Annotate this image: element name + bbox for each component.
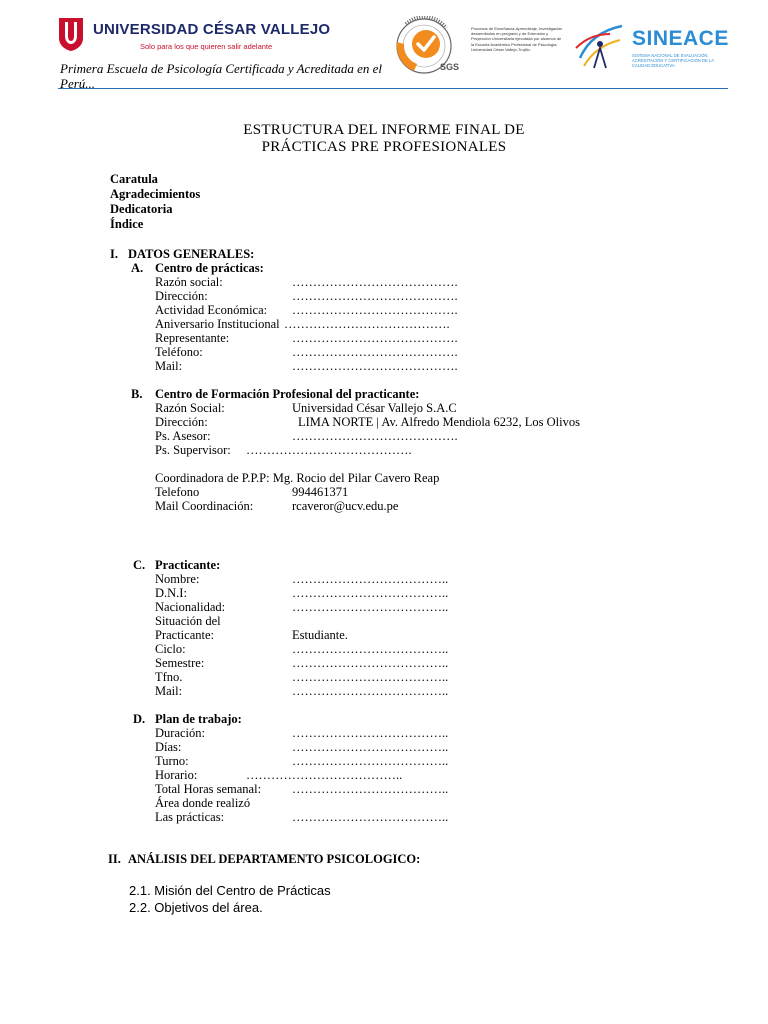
subsection-letter: A. bbox=[131, 261, 144, 275]
field-label: Las prácticas: bbox=[155, 810, 225, 824]
field-value: ……………………………….. bbox=[292, 600, 449, 614]
front-matter-item: Dedicatoria bbox=[110, 202, 173, 216]
field-label: Área donde realizó bbox=[155, 796, 251, 810]
field-value: …………………………………. bbox=[246, 443, 412, 457]
field-label: Razón Social: bbox=[155, 401, 225, 415]
field-label: D.N.I: bbox=[155, 586, 187, 600]
subsection-heading: Centro de Formación Profesional del practicante: bbox=[155, 387, 420, 401]
front-matter-item: Caratula bbox=[110, 172, 158, 186]
subsection-heading: Practicante: bbox=[155, 558, 221, 572]
field-value: …………………………………. bbox=[292, 275, 458, 289]
front-matter-item: Índice bbox=[110, 217, 144, 231]
field-value: …………………………………. bbox=[292, 289, 458, 303]
sineace-subtitle: SISTEMA NACIONAL DE EVALUACIÓN, ACREDITACIÓN Y CERTIFICACIÓN DE LA CALIDAD EDUCATIVA bbox=[632, 53, 714, 68]
field-value: …………………………………. bbox=[292, 303, 458, 317]
subsection-letter: B. bbox=[131, 387, 143, 401]
front-matter-item: Agradecimientos bbox=[110, 187, 201, 201]
field-label: Ps. Supervisor: bbox=[155, 443, 231, 457]
field-label: Telefono bbox=[155, 485, 200, 499]
field-value: ……………………………….. bbox=[292, 670, 449, 684]
subsection-heading: Plan de trabajo: bbox=[155, 712, 242, 726]
motto: Primera Escuela de Psicología Certificada y Acreditada en el Perú... bbox=[60, 61, 383, 91]
field-label: Mail: bbox=[155, 684, 183, 698]
field-value: ……………………………….. bbox=[292, 572, 449, 586]
section-item: 2.2. Objetivos del área. bbox=[129, 900, 263, 915]
field-label: Representante: bbox=[155, 331, 230, 345]
field-label: Razón social: bbox=[155, 275, 223, 289]
university-name: UNIVERSIDAD CÉSAR VALLEJO bbox=[93, 21, 331, 38]
field-value: …………………………………. bbox=[292, 359, 458, 373]
field-label: Ps. Asesor: bbox=[155, 429, 211, 443]
field-value: ……………………………….. bbox=[292, 726, 449, 740]
field-label: Dirección: bbox=[155, 289, 208, 303]
field-value: ……………………………….. bbox=[292, 684, 449, 698]
field-value: ……………………………….. bbox=[292, 782, 449, 796]
field-label: Actividad Económica: bbox=[155, 303, 268, 317]
field-value: 994461371 bbox=[292, 485, 349, 499]
iso-certification-note: Procesos de Enseñanza-Aprendizaje, Investigación desarrollados en pregrado y de Extensión y Proyección Universitaria ejecutada por alumnos de la Escuela Académico Profesional de Psicología, Universidad César Vallejo-Trujillo. bbox=[471, 26, 563, 52]
field-label: Duración: bbox=[155, 726, 205, 740]
field-value: Estudiante. bbox=[292, 628, 348, 642]
field-label: Ciclo: bbox=[155, 642, 186, 656]
field-label: Semestre: bbox=[155, 656, 205, 670]
field-label: Turno: bbox=[155, 754, 189, 768]
subsection-letter: C. bbox=[133, 558, 146, 572]
section-heading: ANÁLISIS DEL DEPARTAMENTO PSICOLOGICO: bbox=[128, 852, 421, 866]
document-title-line1: ESTRUCTURA DEL INFORME FINAL DE bbox=[243, 122, 525, 138]
coordinator: Coordinadora de P.P.P: Mg. Rocio del Pilar Cavero Reap bbox=[155, 471, 440, 485]
document-title-line2: PRÁCTICAS PRE PROFESIONALES bbox=[261, 139, 507, 155]
field-value: ……………………………….. bbox=[292, 656, 449, 670]
field-label: Mail: bbox=[155, 359, 183, 373]
section-item: 2.1. Misión del Centro de Prácticas bbox=[129, 883, 331, 898]
field-value: …………………………………. bbox=[284, 317, 450, 331]
field-label: Tfno. bbox=[155, 670, 183, 684]
field-value: ……………………………….. bbox=[292, 642, 449, 656]
field-label: Días: bbox=[155, 740, 182, 754]
field-value: ……………………………….. bbox=[292, 754, 449, 768]
field-label: Nacionalidad: bbox=[155, 600, 226, 614]
field-value: ……………………………….. bbox=[292, 810, 449, 824]
field-value: …………………………………. bbox=[292, 331, 458, 345]
field-label: Mail Coordinación: bbox=[155, 499, 254, 513]
header-divider bbox=[58, 88, 728, 89]
field-value: ……………………………….. bbox=[246, 768, 403, 782]
section-heading: DATOS GENERALES: bbox=[128, 247, 255, 261]
university-slogan: Solo para los que quieren salir adelante bbox=[140, 42, 273, 51]
field-value: ……………………………….. bbox=[292, 740, 449, 754]
field-label: Situación del bbox=[155, 614, 221, 628]
field-value: ……………………………….. bbox=[292, 586, 449, 600]
iso-seal-label: SGS bbox=[440, 62, 460, 72]
subsection-heading: Centro de prácticas: bbox=[155, 261, 264, 275]
field-label: Horario: bbox=[155, 768, 198, 782]
sineace-name: SINEACE bbox=[632, 27, 729, 50]
section-numeral: II. bbox=[108, 852, 121, 866]
subsection-letter: D. bbox=[133, 712, 146, 726]
field-value: …………………………………. bbox=[292, 345, 458, 359]
field-label: Practicante: bbox=[155, 628, 214, 642]
field-label: Total Horas semanal: bbox=[155, 782, 262, 796]
sineace-logo-icon bbox=[570, 18, 630, 74]
field-label: Aniversario Institucional bbox=[155, 317, 280, 331]
field-value: LIMA NORTE | Av. Alfredo Mendiola 6232, Los Olivos bbox=[298, 415, 580, 429]
field-label: Dirección: bbox=[155, 415, 208, 429]
section-numeral: I. bbox=[110, 247, 118, 261]
field-label: Nombre: bbox=[155, 572, 200, 586]
field-value: Universidad César Vallejo S.A.C bbox=[292, 401, 457, 415]
field-label: Teléfono: bbox=[155, 345, 203, 359]
ucv-logo-icon bbox=[57, 16, 85, 52]
coordinator-email-link[interactable]: rcaveror@ucv.edu.pe bbox=[292, 499, 399, 513]
field-value: …………………………………. bbox=[292, 429, 458, 443]
